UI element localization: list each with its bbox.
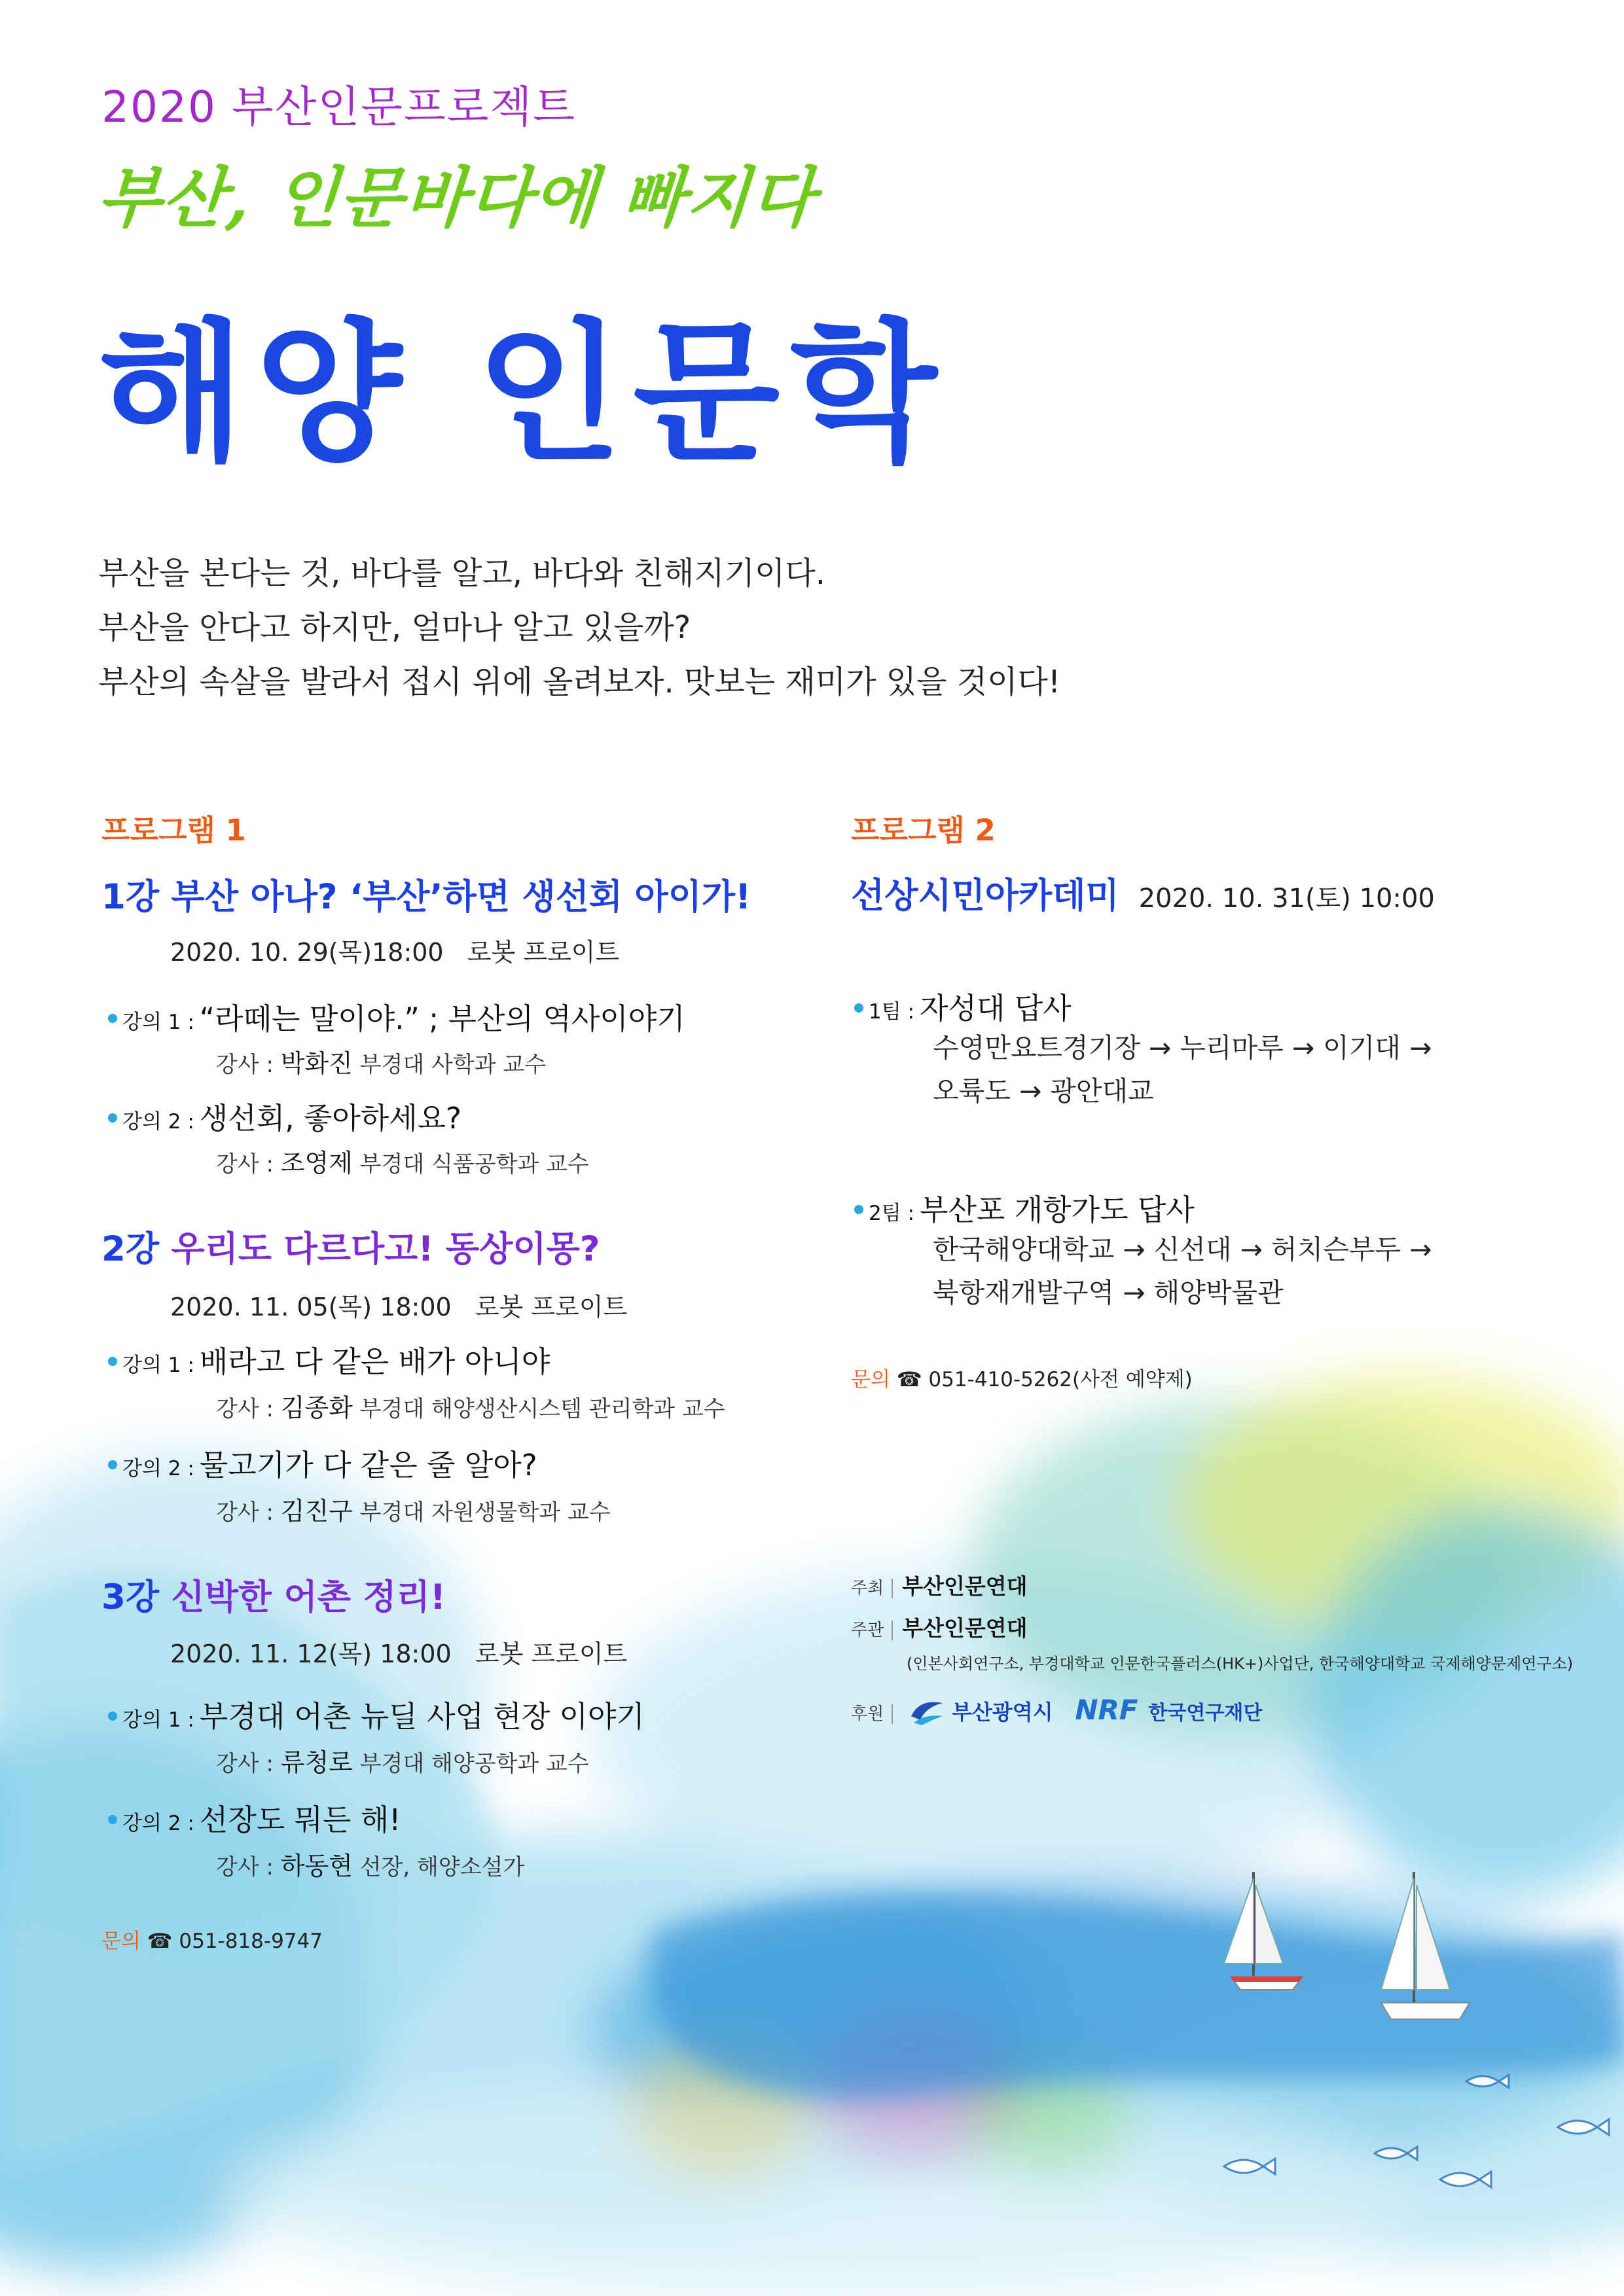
team2: 2팀 : 부산포 개항가도 답사 [854, 1186, 1195, 1229]
lecture1-schedule [170, 932, 619, 968]
contact-phone: ☎ 051-410-5262(사전 예약제) [896, 1368, 1193, 1391]
lecturer-affiliation: 부경대 해양공학과 교수 [359, 1751, 589, 1777]
manager-sub: (인본사회연구소, 부경대학교 인문한국플러스(HK+)사업단, 한국해양대학교 국제해양문제연구소) [907, 1655, 1574, 1673]
sponsor1-name: 부산광역시 [951, 1700, 1053, 1725]
project-label: 2020 부산인문프로젝트 [101, 82, 576, 132]
lecture3-schedule [170, 1634, 627, 1670]
lecture1-title [101, 869, 751, 919]
lecturer-name: 김진구 [280, 1497, 353, 1526]
bullet-icon [108, 1113, 117, 1122]
contact-label: 문의 [101, 1929, 141, 1953]
lecture3-item2-lecturer: 강사 : 하동현 선장, 해양소설가 [216, 1852, 525, 1880]
lecturer-name: 류청로 [280, 1748, 353, 1777]
lecture1-item1: 강의 1 : “라떼는 말이야.” ; 부산의 역사이야기 [108, 995, 685, 1037]
host-row: 주최 부산인문연대 [851, 1573, 1028, 1599]
lecture-place: 로봇 프로이트 [467, 938, 620, 967]
program2-title-text: 선상시민아카데미 [851, 876, 1119, 916]
lecture3-item2: 강의 2 : 선장도 뭐든 해! [108, 1796, 401, 1839]
lecture1-item2-lecturer: 강사 : 조영제 부경대 식품공학과 교수 [216, 1149, 589, 1177]
bullet-icon [108, 1815, 117, 1824]
slogan: 부산, 인문바다에 빠지다 [95, 159, 819, 236]
bullet-icon [854, 1205, 863, 1214]
team1-route [933, 1026, 1432, 1113]
program1-heading: 프로그램 1 [101, 813, 246, 848]
bullet-icon [108, 1357, 117, 1366]
host-name: 부산인문연대 [902, 1573, 1028, 1599]
lecture-datetime: 2020. 11. 05(목) 18:00 [170, 1293, 452, 1321]
contact-label: 문의 [851, 1368, 890, 1391]
program2-heading: 프로그램 2 [851, 813, 996, 848]
route-line: 오륙도 → 광안대교 [933, 1075, 1154, 1107]
team-name: 자성대 답사 [919, 991, 1072, 1026]
team1: 1팀 : 자성대 답사 [854, 984, 1072, 1027]
item-topic: 부경대 어촌 뉴딜 사업 현장 이야기 [199, 1699, 645, 1734]
intro-line: 부산을 안다고 하지만, 얼마나 알고 있을까? [98, 609, 691, 646]
team2-route [933, 1228, 1432, 1314]
lecture3-item1-lecturer: 강사 : 류청로 부경대 해양공학과 교수 [216, 1748, 589, 1777]
intro-line: 부산의 속살을 발라서 접시 위에 올려보자. 맛보는 재미가 있을 것이다! [98, 664, 1061, 700]
lecture-place: 로봇 프로이트 [475, 1640, 628, 1668]
program1-contact [101, 1924, 323, 1954]
bullet-icon [108, 1460, 117, 1469]
lecture-title-text: 우리도 다르다고! 동상이몽? [171, 1229, 600, 1269]
lecture2-item2-lecturer: 강사 : 김진구 부경대 자원생물학과 교수 [216, 1497, 611, 1526]
lecturer-name: 조영제 [280, 1149, 353, 1177]
item-topic: 선장도 뭐든 해! [199, 1803, 401, 1837]
bullet-icon [854, 1003, 863, 1013]
lecture-datetime: 2020. 11. 12(목) 18:00 [170, 1640, 452, 1668]
item-topic: 배라고 다 같은 배가 아니야 [199, 1344, 550, 1379]
manager-name: 부산인문연대 [902, 1615, 1028, 1641]
manager-row: 주관 부산인문연대 [851, 1615, 1028, 1641]
route-line: 북항재개발구역 → 해양박물관 [933, 1277, 1284, 1308]
intro-line: 부산을 본다는 것, 바다를 알고, 바다와 친해지기이다. [98, 555, 826, 592]
lecturer-affiliation: 부경대 자원생물학과 교수 [359, 1499, 611, 1526]
lecture-place: 로봇 프로이트 [475, 1293, 628, 1321]
program2-contact [851, 1363, 1193, 1392]
lecture2-schedule [170, 1287, 627, 1323]
item-topic: “라떼는 말이야.” ; 부산의 역사이야기 [199, 1001, 685, 1036]
route-line: 한국해양대학교 → 신선대 → 허치슨부두 → [933, 1234, 1432, 1265]
bullet-icon [108, 1014, 117, 1023]
lecture3-title [101, 1570, 446, 1619]
lecturer-affiliation: 부경대 해양생산시스템 관리학과 교수 [359, 1396, 725, 1422]
lecture2-item2: 강의 2 : 물고기가 다 같은 줄 알아? [108, 1441, 537, 1484]
route-line: 수영만요트경기장 → 누리마루 → 이기대 → [933, 1032, 1432, 1064]
lecturer-name: 박화진 [280, 1049, 353, 1078]
lecture-number: 2강 [101, 1229, 160, 1269]
busan-city-logo [909, 1696, 945, 1732]
lecture-title-text: 부산 아나? ‘부산’하면 생선회 아이가! [171, 877, 751, 917]
bullet-icon [108, 1712, 117, 1721]
lecture1-item2: 강의 2 : 생선회, 좋아하세요? [108, 1094, 461, 1137]
lecturer-name: 하동현 [280, 1852, 353, 1880]
team-name: 부산포 개항가도 답사 [919, 1193, 1195, 1227]
lecture-number: 3강 [101, 1577, 160, 1617]
lecture1-item1-lecturer: 강사 : 박화진 부경대 사학과 교수 [216, 1049, 547, 1078]
lecture2-title [101, 1221, 600, 1271]
lecturer-affiliation: 부경대 식품공학과 교수 [359, 1151, 589, 1177]
lecture-datetime: 2020. 10. 29(목)18:00 [170, 938, 444, 967]
lecturer-name: 김종화 [280, 1393, 353, 1422]
lecturer-affiliation: 선장, 해양소설가 [359, 1854, 525, 1880]
lecture-title-text: 신박한 어촌 정리! [171, 1577, 446, 1617]
contact-phone: ☎ 051-818-9747 [147, 1929, 323, 1953]
nrf-logo: NRF [1075, 1694, 1138, 1726]
intro-text [98, 547, 1060, 709]
lecture2-item1-lecturer: 강사 : 김종화 부경대 해양생산시스템 관리학과 교수 [216, 1393, 725, 1422]
sponsor-row: 후원 부산광역시 NRF 한국연구재단 [851, 1694, 1262, 1732]
program2-title [851, 868, 1435, 918]
item-topic: 물고기가 다 같은 줄 알아? [199, 1448, 537, 1482]
lecture3-item1: 강의 1 : 부경대 어촌 뉴딜 사업 현장 이야기 [108, 1693, 645, 1735]
lecture-number: 1강 [101, 877, 160, 917]
lecture2-item1: 강의 1 : 배라고 다 같은 배가 아니야 [108, 1338, 550, 1380]
item-topic: 생선회, 좋아하세요? [199, 1101, 462, 1136]
page-title: 해양 인문학 [98, 305, 948, 482]
sponsor2-name: 한국연구재단 [1148, 1702, 1263, 1725]
lecturer-affiliation: 부경대 사학과 교수 [359, 1052, 547, 1078]
program2-datetime: 2020. 10. 31(토) 10:00 [1138, 884, 1435, 914]
